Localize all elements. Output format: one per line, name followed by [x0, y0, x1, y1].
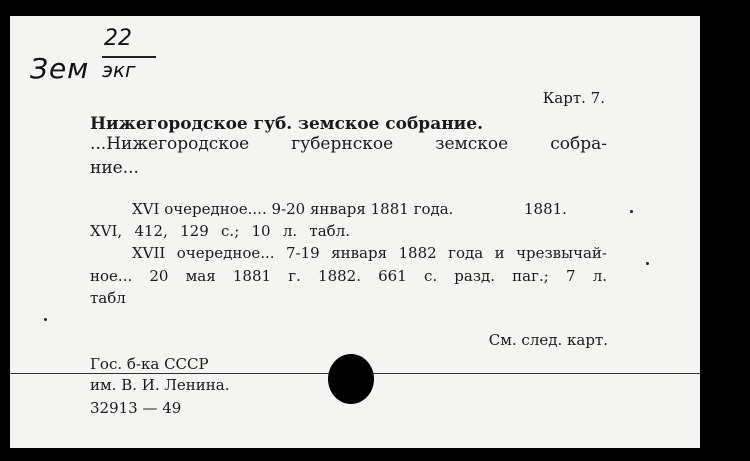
library-stamp-line-3: 32913 — 49	[90, 399, 182, 417]
card-heading: Нижегородское губ. земское собрание.	[90, 114, 483, 134]
edition-2-line-2: ное... 20 мая 1881 г. 1882. 661 с. разд. паг.; 7 л.	[90, 267, 607, 285]
edition-2-line-3: табл	[90, 289, 126, 307]
handwritten-numerator: 22	[104, 26, 132, 51]
title-line-2: ние...	[90, 158, 139, 178]
handwritten-denominator: экг	[102, 58, 136, 82]
title-line-1: ...Нижегородское губернское земское собра-	[90, 134, 607, 154]
edition-1-line-1: XVI очередное.... 9-20 января 1881 года.	[132, 200, 454, 218]
see-next-card: См. след. карт.	[488, 331, 608, 349]
speck	[630, 210, 633, 213]
handwritten-label: Зем	[30, 52, 90, 85]
speck	[646, 262, 649, 265]
library-stamp-line-1: Гос. б-ка СССР	[90, 355, 209, 373]
card-number: Карт. 7.	[542, 89, 605, 107]
punch-hole	[328, 354, 374, 404]
edition-1-year: 1881.	[524, 200, 567, 218]
catalog-card	[10, 16, 700, 448]
edition-2-line-1: XVII очередное... 7-19 января 1882 года и чрезвычай-	[132, 244, 607, 262]
library-stamp-line-2: им. В. И. Ленина.	[90, 376, 230, 394]
speck	[44, 318, 47, 321]
edition-1-line-2: XVI, 412, 129 с.; 10 л. табл.	[90, 222, 350, 240]
